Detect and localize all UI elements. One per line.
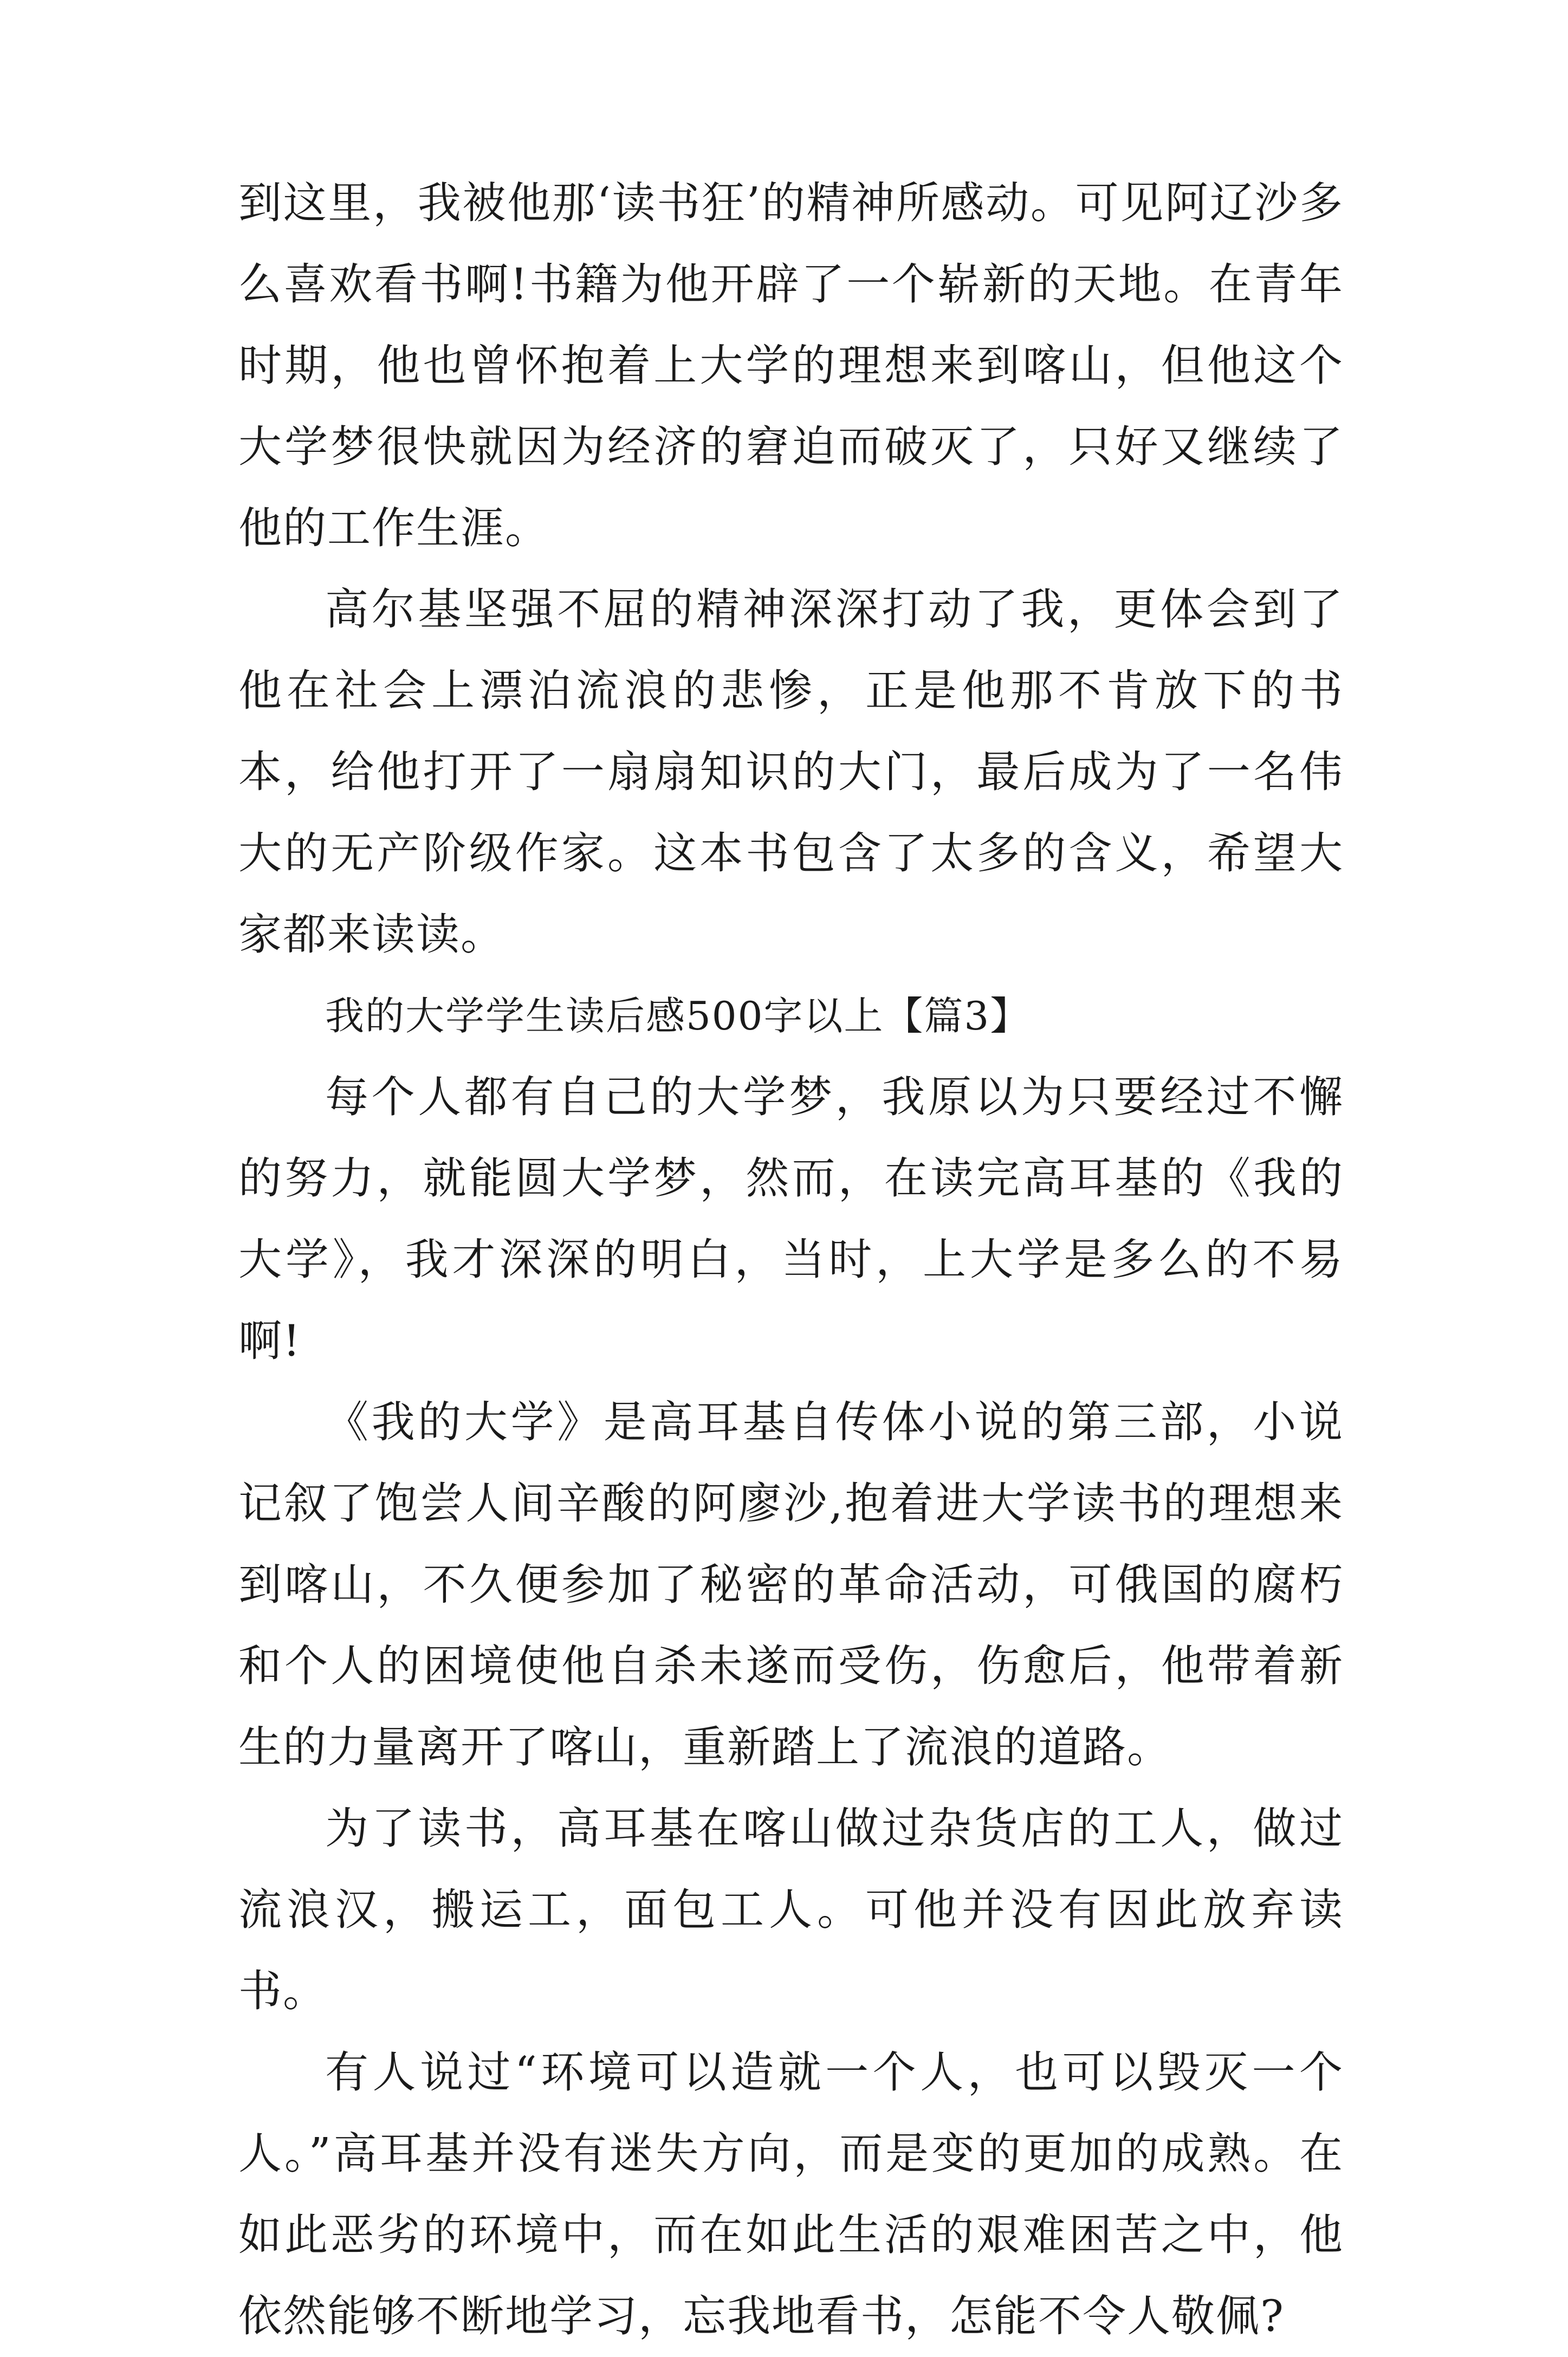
paragraph: 高尔基坚强不屈的精神深深打动了我，更体会到了他在社会上漂泊流浪的悲惨，正是他那不肯放下的书本，给他打开了一扇扇知识的大门，最后成为了一名伟大的无产阶级作家。这本书包含了太多的含义，希望大家都来读读。	[238, 584, 1344, 960]
paragraph: 《我的大学》是高耳基自传体小说的第三部，小说记叙了饱尝人间辛酸的阿廖沙,抱着进大学读书的理想来到喀山，不久便参加了秘密的革命活动，可俄国的腐朽和个人的困境使他自杀未遂而受伤，伤愈后，他带着新生的力量离开了喀山，重新踏上了流浪的道路。	[238, 1397, 1344, 1772]
document-body	[238, 163, 1344, 2357]
paragraph-continued: 到这里，我被他那‘读书狂’的精神所感动。可见阿辽沙多么喜欢看书啊!书籍为他开辟了一个崭新的天地。在青年时期，他也曾怀抱着上大学的理想来到喀山，但他这个大学梦很快就因为经济的窘迫而破灭了，只好又继续了他的工作生涯。	[238, 178, 1344, 553]
section-heading: 我的大学学生读后感500字以上【篇3】	[325, 993, 1031, 1039]
paragraph: 为了读书，高耳基在喀山做过杂货店的工人，做过流浪汉，搬运工，面包工人。可他并没有因此放弃读书。	[238, 1803, 1344, 2016]
paragraph: 每个人都有自己的大学梦，我原以为只要经过不懈的努力，就能圆大学梦，然而，在读完高耳基的《我的大学》，我才深深的明白，当时，上大学是多么的不易啊!	[238, 1072, 1344, 1366]
paragraph: 有人说过“环境可以造就一个人，也可以毁灭一个人。”高耳基并没有迷失方向，而是变的更加的成熟。在如此恶劣的环境中，而在如此生活的艰难困苦之中，他依然能够不断地学习，忘我地看书，怎能不令人敬佩?	[238, 2047, 1344, 2341]
